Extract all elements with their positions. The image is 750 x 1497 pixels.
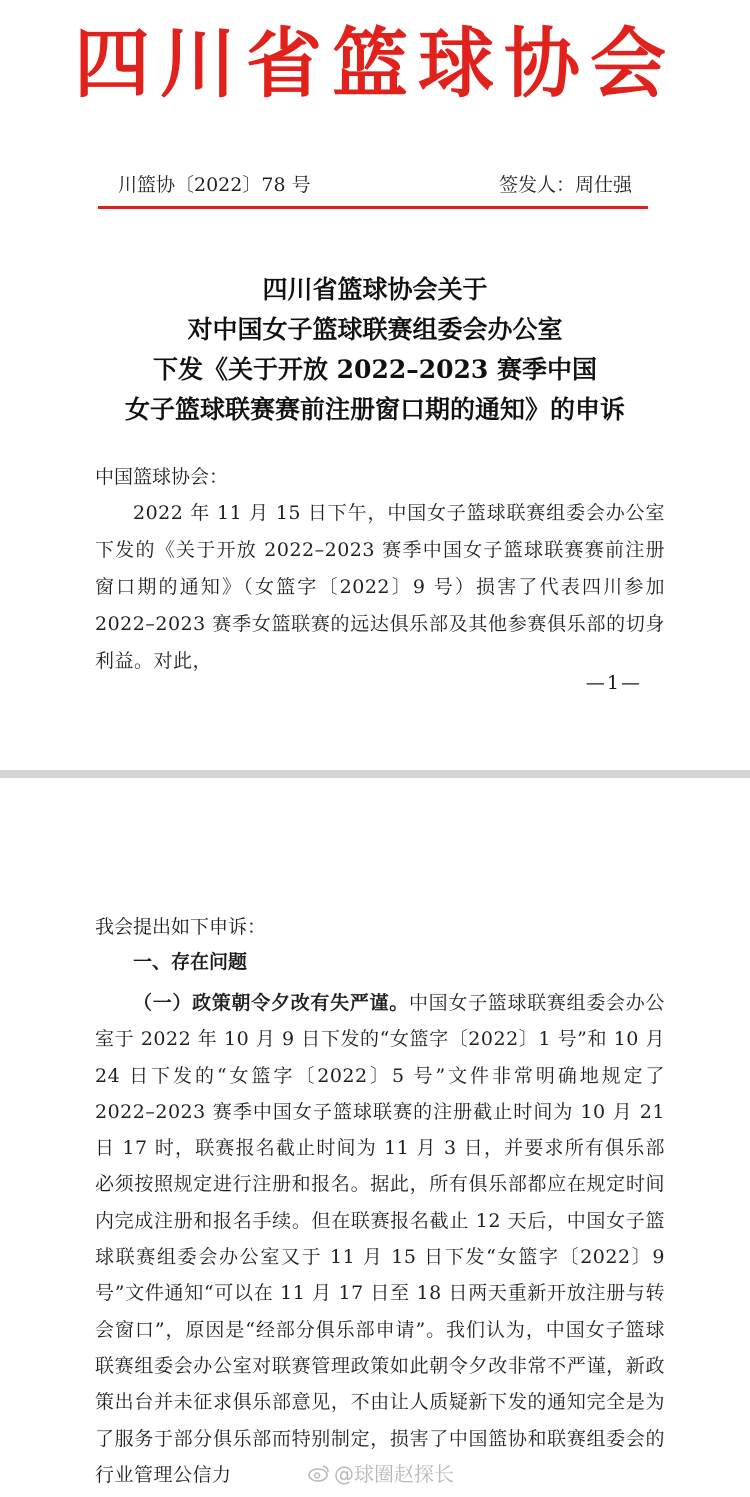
signer: 签发人：周仕强 bbox=[498, 174, 632, 196]
watermark bbox=[308, 1458, 454, 1487]
title-line: 女子篮球联赛赛前注册窗口期的通知》的申诉 bbox=[124, 395, 625, 424]
salutation: 中国篮球协会： bbox=[95, 466, 229, 488]
body-paragraph: 2022 年 11 月 15 日下午，中国女子篮球联赛组委会办公室下发的《关于开放 2022–2023 赛季中国女子篮球联赛赛前注册窗口期的通知》（女篮字〔2022〕9 号）损害了代表四川参加 2022–2023 赛季女篮联赛的远达俱乐部及其他参赛俱乐部的切身利益。对此， bbox=[95, 502, 665, 672]
page-separator bbox=[0, 770, 750, 778]
page-number: —1— bbox=[585, 672, 642, 694]
document-title bbox=[0, 270, 750, 430]
weibo-icon bbox=[308, 1464, 330, 1482]
paragraph-text: 中国女子篮球联赛组委会办公室于 2022 年 10 月 9 日下发的“女篮字〔2022〕1 号”和 10 月 24 日下发的“女篮字〔2022〕5 号”文件非常明确地规定了 2022–2023 赛季中国女子篮球联赛的注册截止时间为 10 月 21 日 17 时，联赛报名截止时间为 11 月 3 日，并要求所有俱乐部必须按照规定进行注册和报名。据此，所有俱乐部都应在规定时间内完成注册和报名手续。但在联赛报名截止 12 天后，中国女子篮球联赛组委会办公室又于 11 月 15 日下发“女篮字〔2022〕9 号”文件通知“可以在 11 月 17 日至 18 日两天重新开放注册与转会窗口”，原因是“经部分俱乐部申请”。我们认为，中国女子篮球联赛组委会办公室对联赛管理政策如此朝令夕改非常不严谨，新政策出台并未征求俱乐部意见，不由让人质疑新下发的通知完全是为了服务于部分俱乐部而特别制定，损害了中国篮协和联赛组委会的行业管理公信力 bbox=[95, 992, 665, 1486]
org-letterhead-title: 四川省篮球协会 bbox=[74, 19, 676, 108]
red-divider bbox=[98, 206, 648, 209]
appeal-lead: 我会提出如下申诉： bbox=[95, 916, 267, 938]
subsection-heading: （一）政策朝令夕改有失严谨。 bbox=[133, 992, 409, 1014]
section-heading: 一、存在问题 bbox=[133, 951, 248, 973]
document-number: 川篮协〔2022〕78 号 bbox=[118, 174, 311, 196]
title-line: 对中国女子篮球联赛组委会办公室 bbox=[187, 315, 563, 344]
title-line: 下发《关于开放 2022–2023 赛季中国 bbox=[152, 355, 598, 384]
body-paragraph bbox=[95, 985, 665, 1493]
watermark-text: @球圈赵探长 bbox=[334, 1462, 454, 1486]
title-line: 四川省篮球协会关于 bbox=[262, 275, 488, 304]
